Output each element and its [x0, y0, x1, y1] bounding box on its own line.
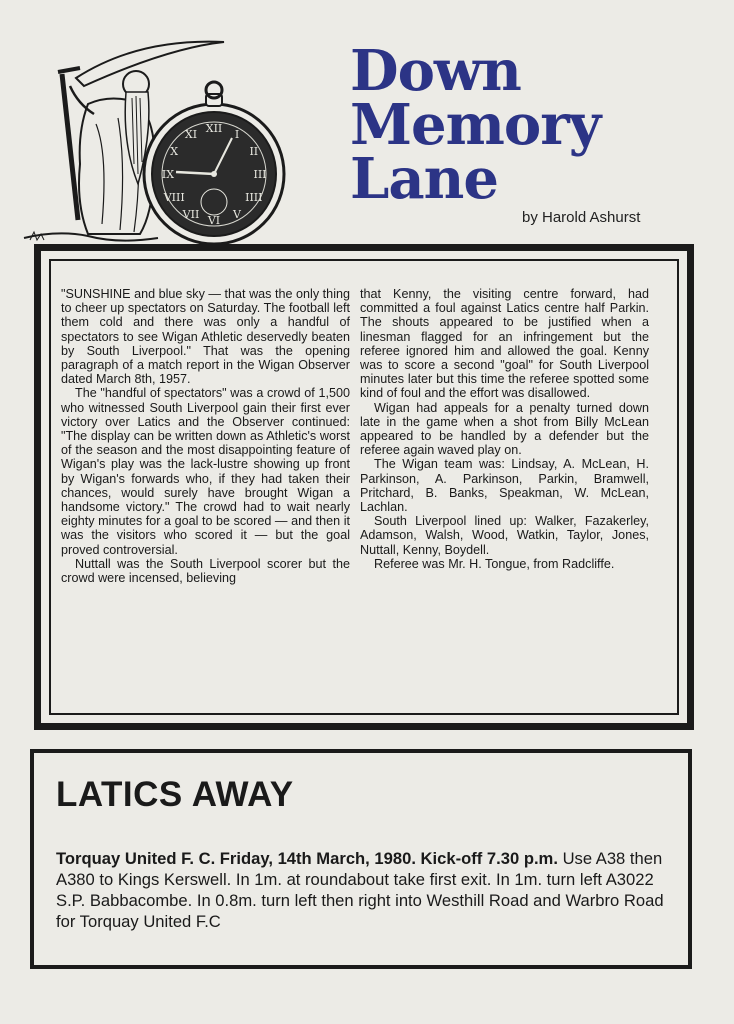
watch-numeral: II: [249, 145, 259, 158]
watch-numeral: IIII: [245, 191, 263, 204]
masthead-title: [350, 38, 601, 212]
article-paragraph: The "handful of spectators" was a crowd of 1,500 who witnessed South Liverpool gain their first ever victory over Latics and the Observer continued: "The display can be written down as Athletic's worst of the season and the most disappointing feature of Wigan's play was the lack-lustre showing up front by Wigan's forwards who, if they had taken their chances, would surely have brought Wigan a handsome victory." The crowd had to wait nearly eighty minutes for a goal to be scored — and then it was the visitors who scored it — but the goal proved controversial.: [61, 386, 350, 557]
fixture-details: Torquay United F. C. Friday, 14th March, 1980. Kick-off 7.30 p.m.: [56, 849, 558, 868]
watch-numeral: I: [234, 128, 240, 142]
watch-numeral: VII: [182, 207, 200, 221]
watch-numeral: III: [253, 168, 267, 181]
article-paragraph: Nuttall was the South Liverpool scorer but the crowd were incensed, believing: [61, 556, 350, 586]
watch-numeral: VIII: [163, 191, 185, 204]
article-frame: [34, 244, 694, 730]
father-time-illustration: [18, 34, 298, 249]
title-line-1: Down: [350, 38, 521, 104]
latics-away-title: LATICS AWAY: [56, 775, 294, 814]
article-paragraph: "SUNSHINE and blue sky — that was the only thing to cheer up spectators on Saturday. The football left them cold and there was only a handful of spectators to see Wigan Athletic deservedly beaten by South Liverpool." That was the opening paragraph of a match report in the Wigan Observer dated March 8th, 1957.: [61, 287, 350, 387]
watch-numeral: VI: [207, 214, 221, 227]
article-paragraph: that Kenny, the visiting centre forward, had committed a foul against Latics centre half Parkin. The shouts appeared to be justified when a linesman flagged for an infringement but the referee ignored him and allowed the goal. Kenny was to score a second "goal" for South Liverpool minutes later but this time the referee spotted some kind of foul and the effort was disallowed.: [360, 287, 649, 401]
watch-numeral: V: [233, 207, 241, 221]
title-line-2: Memory: [350, 92, 601, 158]
latics-away-box: [30, 749, 692, 969]
title-line-3: Lane: [350, 146, 499, 212]
article-columns: [61, 287, 649, 687]
latics-away-body: [56, 848, 676, 932]
travel-directions: Use A38 then A380 to Kings Kerswell. In 1m. at roundabout take first exit. In 1m. turn left A3022 S.P. Babbacombe. In 0.8m. turn left then right into Westhill Road and Warbro Road for Torquay United F.C: [56, 849, 664, 931]
byline: by Harold Ashurst: [522, 209, 641, 226]
article-right-column: [360, 287, 649, 687]
watch-numeral: IX: [161, 168, 175, 181]
article-left-column: [61, 287, 350, 687]
watch-numeral: XI: [184, 128, 198, 142]
watch-numeral: X: [170, 145, 179, 158]
article-paragraph: Referee was Mr. H. Tongue, from Radcliffe.: [374, 556, 615, 571]
article-paragraph: South Liverpool lined up: Walker, Fazakerley, Adamson, Walsh, Wood, Watkin, Taylor, Jones, Nuttall, Kenny, Boydell.: [360, 514, 649, 557]
article-paragraph: The Wigan team was: Lindsay, A. McLean, H. Parkinson, A. Parkinson, Parkin, Bramwell, Pritchard, B. Banks, Speakman, W. McLean, Lachlan.: [360, 457, 649, 515]
article-paragraph: Wigan had appeals for a penalty turned down late in the game when a shot from Billy McLean appeared to be handled by a defender but the referee again waved play on.: [360, 400, 649, 458]
father-time-with-pocket-watch-icon: [18, 34, 298, 249]
watch-numeral: XII: [205, 122, 223, 135]
